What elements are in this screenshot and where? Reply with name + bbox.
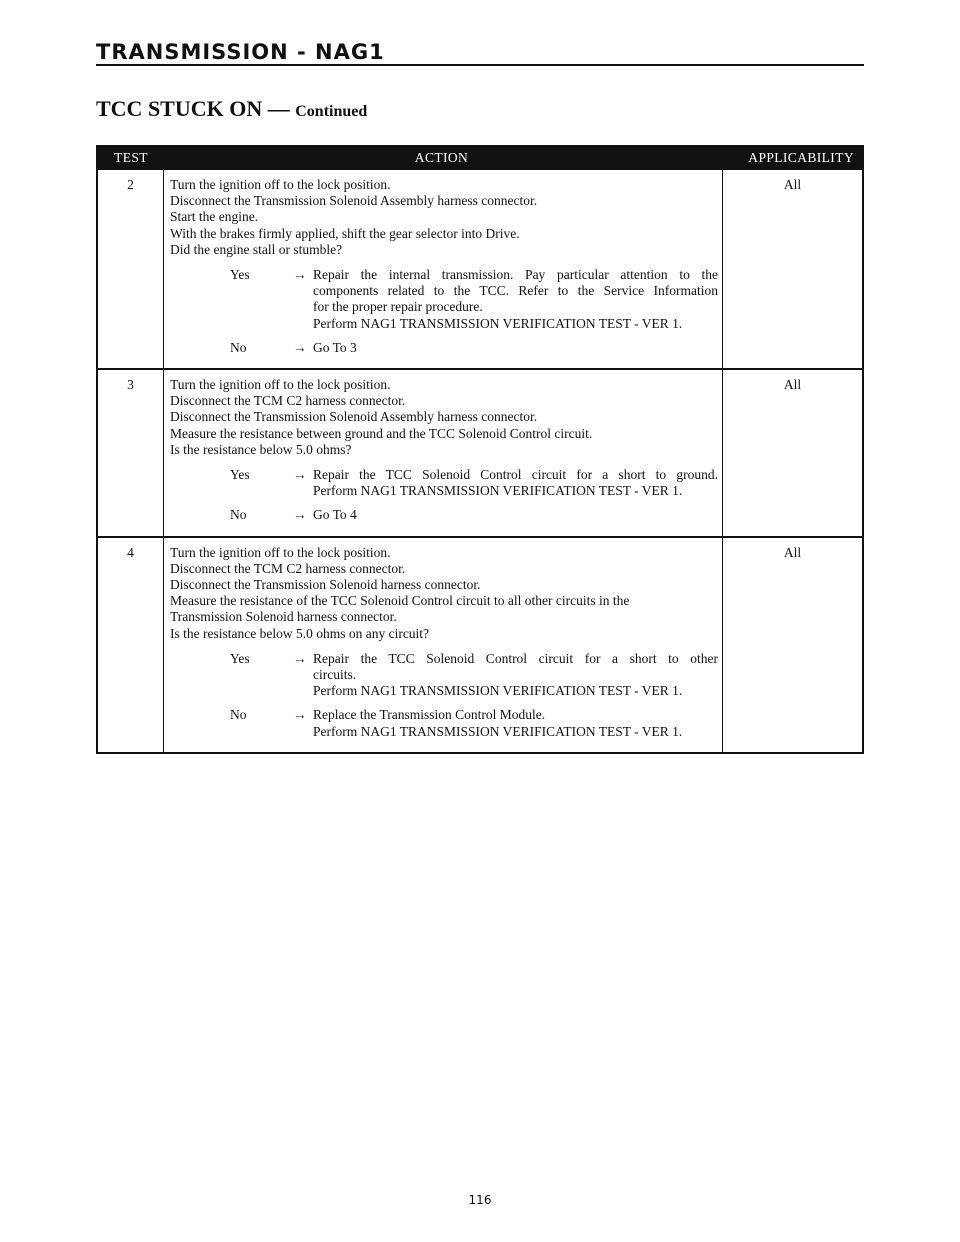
page-title — [96, 96, 367, 122]
diagnostic-table — [96, 145, 864, 754]
answer-no — [170, 707, 718, 739]
answer-text — [313, 340, 718, 356]
action-step: Is the resistance below 5.0 ohms on any circuit? — [170, 625, 430, 641]
answer-line: circuits. — [313, 667, 357, 683]
page-title-continued: Continued — [295, 103, 368, 120]
applicability-cell: All — [783, 377, 802, 393]
action-step: Disconnect the TCM C2 harness connector. — [170, 560, 406, 576]
answer-group — [170, 651, 718, 740]
answer-line: Repair the internal transmission. Pay particular attention to the — [313, 267, 718, 283]
answer-text — [313, 651, 718, 700]
answer-label: No — [230, 707, 247, 723]
answer-line: for the proper repair procedure. — [313, 299, 483, 315]
action-step: Turn the ignition off to the lock position. — [170, 377, 391, 393]
answer-line: Go To 3 — [313, 339, 357, 355]
answer-line: Perform NAG1 TRANSMISSION VERIFICATION TEST - VER 1. — [313, 315, 683, 331]
test-number: 3 — [98, 370, 164, 536]
action-step: Turn the ignition off to the lock position. — [170, 544, 391, 560]
answer-no — [170, 340, 718, 356]
answer-line: Repair the TCC Solenoid Control circuit for a short to ground. — [313, 467, 718, 483]
answer-yes — [170, 267, 718, 332]
action-step: Did the engine stall or stumble? — [170, 241, 343, 257]
test-number: 2 — [98, 170, 164, 368]
answer-text — [313, 707, 718, 739]
action-cell — [164, 170, 723, 368]
answer-line: Replace the Transmission Control Module. — [313, 707, 546, 723]
answer-label: Yes — [230, 650, 250, 666]
table-header — [98, 147, 862, 170]
answer-group — [170, 467, 718, 524]
answer-line: Perform NAG1 TRANSMISSION VERIFICATION TEST - VER 1. — [313, 483, 683, 499]
action-step: Is the resistance below 5.0 ohms? — [170, 441, 352, 457]
arrow-right-icon: → — [293, 267, 307, 283]
answer-text — [313, 467, 718, 499]
section-header: TRANSMISSION - NAG1 — [96, 40, 385, 64]
answer-label: Yes — [230, 467, 250, 483]
table-row — [98, 536, 862, 752]
answer-yes — [170, 467, 718, 499]
column-header-applicability: APPLICABILITY — [748, 150, 854, 166]
table-row — [98, 170, 862, 368]
action-step: With the brakes firmly applied, shift the gear selector into Drive. — [170, 225, 520, 241]
answer-line: Go To 4 — [313, 507, 357, 523]
answer-label: No — [230, 339, 247, 355]
answer-line: Perform NAG1 TRANSMISSION VERIFICATION TEST - VER 1. — [313, 683, 683, 699]
table-row — [98, 368, 862, 536]
column-header-action: ACTION — [414, 150, 469, 166]
test-number: 4 — [98, 538, 164, 752]
answer-line: components related to the TCC. Refer to the Service Information — [313, 283, 718, 299]
answer-text — [313, 507, 718, 523]
arrow-right-icon: → — [293, 507, 307, 523]
arrow-right-icon: → — [293, 467, 307, 483]
answer-no — [170, 507, 718, 523]
action-cell — [164, 370, 723, 536]
action-step: Turn the ignition off to the lock position. — [170, 177, 391, 192]
action-step: Disconnect the Transmission Solenoid Assembly harness connector. — [170, 193, 538, 209]
answer-label: Yes — [230, 267, 250, 283]
action-step: Measure the resistance between ground and the TCC Solenoid Control circuit. — [170, 425, 593, 441]
page-title-main: TCC STUCK ON — — [96, 96, 290, 121]
section-divider — [96, 64, 864, 66]
answer-yes — [170, 651, 718, 700]
arrow-right-icon: → — [293, 650, 307, 666]
action-step: Disconnect the TCM C2 harness connector. — [170, 393, 406, 409]
applicability-cell: All — [783, 177, 802, 192]
action-step: Measure the resistance of the TCC Solenoid Control circuit to all other circuits in the — [170, 593, 630, 609]
action-step: Start the engine. — [170, 209, 259, 225]
answer-line: Repair the TCC Solenoid Control circuit for a short to other — [313, 650, 718, 666]
answer-label: No — [230, 507, 247, 523]
answer-line: Perform NAG1 TRANSMISSION VERIFICATION TEST - VER 1. — [313, 723, 683, 739]
action-step: Transmission Solenoid harness connector. — [170, 609, 397, 625]
page-number: 116 — [468, 1193, 492, 1207]
answer-group — [170, 267, 718, 356]
arrow-right-icon: → — [293, 339, 307, 355]
table-body — [98, 170, 862, 752]
answer-text — [313, 267, 718, 332]
action-step: Disconnect the Transmission Solenoid Assembly harness connector. — [170, 409, 538, 425]
applicability-cell: All — [783, 544, 802, 560]
action-cell — [164, 538, 723, 752]
action-step: Disconnect the Transmission Solenoid harness connector. — [170, 577, 481, 593]
arrow-right-icon: → — [293, 707, 307, 723]
column-header-test: TEST — [114, 150, 148, 166]
